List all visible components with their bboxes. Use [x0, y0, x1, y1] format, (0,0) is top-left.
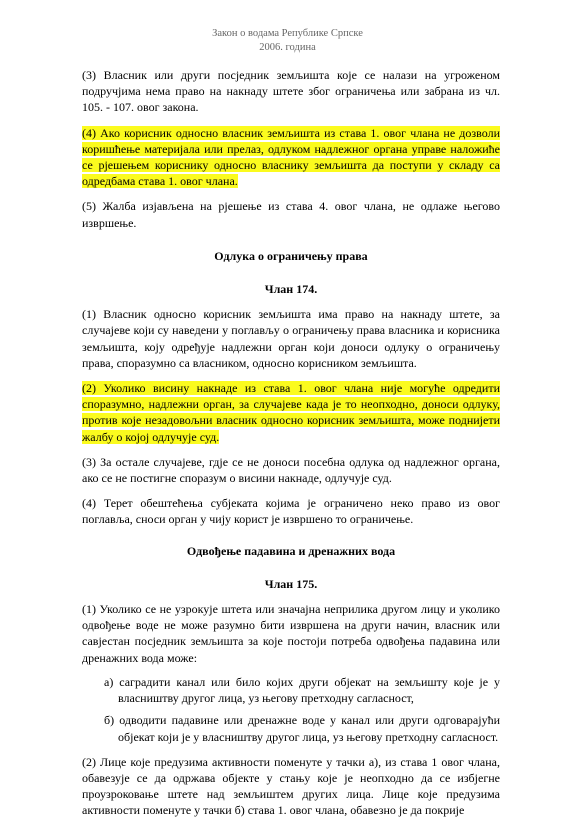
paragraph-3: (3) Власник или други посједник земљишта које се налази на угроженом подручјима нема право на накнаду штете због ограничења или забрана из чл. 105. - 107. овог закона. [82, 68, 500, 115]
article-174-para-4: (4) Терет обештећења субјеката којима је ограничено неко право из овог поглавља, сноси орган у чију корист је извршено то ограничење. [82, 496, 500, 527]
document-body [82, 67, 500, 819]
header-law-title: Закон о водама Републике Српске [212, 28, 363, 39]
header-year: 2006. година [259, 42, 316, 53]
page-header [0, 27, 575, 55]
article-174-para-3: (3) За остале случајеве, гдје се не доноси посебна одлука од надлежног органа, ако се не постигне споразум о висини накнаде, одлучује суд. [82, 454, 500, 486]
article-174-para-2-highlighted [82, 380, 500, 445]
article-174-para-1: (1) Власник односно корисник земљишта има право на накнаду штете, за случајеве који су наведени у поглављу о ограничењу права власника и корисника земљишта, коју одређује надлежни орган који доноси одлуку о ограничењу права, споразумно са власником, односно корисником земљишта. [82, 307, 500, 370]
article-175-para-2: (2) Лице које предузима активности поменуте у тачки а), из става 1 овог члана, обавезује се да одржава објекте у стању које је неопходно да се избјегне проузроковање штете над земљиштем других лица. Лице које предузима активности поменуте у тачки б) става 1. овог члана, обавезно је да покрије [82, 754, 500, 818]
article-heading-174: Члан 174. [264, 282, 318, 297]
paragraph-4-highlighted [82, 125, 500, 190]
highlight-mark: (2) Уколико висину накнаде из става 1. овог члана није могуће одредити споразумно, надлежни орган, за случајеве када је то неопходно, доноси одлуку, против које незадовољни власник односно корисник земљишта, може поднијети жалбу о којој одлучује суд. [82, 381, 500, 444]
list-item-b: б) одводити падавине или дренажне воде у канал или други одговарајући објекат који је у власништву другог лица, уз његову претходну сагласност. [104, 713, 500, 744]
list-item-a: а) саградити канал или било којих други објекат на земљишту које је у власништву другог лица, уз његову претходну сагласност, [104, 674, 500, 706]
section-heading-odluka: Одлука о ограничењу права [214, 248, 368, 263]
section-heading-odvodjenje: Одвођење падавина и дренажних вода [186, 543, 396, 558]
article-175-para-1: (1) Уколико се не узрокује штета или значајна неприлика другом лицу и уколико одвођење воде не може разумно бити извршена на други начин, власник или савјестан посједник земљишта за које постоји потреба одвођења падавина или дренажних вода може: [82, 602, 500, 665]
article-heading-175: Члан 175. [264, 576, 318, 591]
paragraph-5: (5) Жалба изјављена на рјешење из става 4. овог члана, не одлаже његово извршење. [82, 199, 500, 230]
highlight-mark: (4) Ако корисник односно власник земљишта из става 1. овог члана не дозволи коришћење материјала или прелаз, одлуком надлежног органа управе наложиће се рјешењем кориснику односно власнику земљишта да поступи у складу са одредбама става 1. овог члана. [82, 125, 500, 189]
